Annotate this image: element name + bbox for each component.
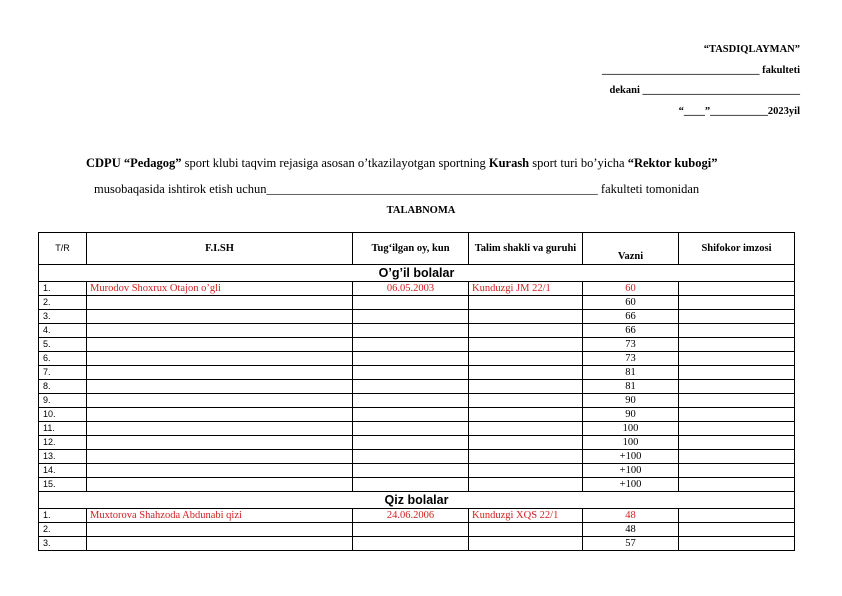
row-number-cell: 2. [39, 296, 87, 310]
group-cell [469, 450, 583, 464]
row-number-cell: 14. [39, 464, 87, 478]
section-title: O’g’il bolalar [39, 265, 795, 282]
group-cell [469, 296, 583, 310]
group-cell [469, 310, 583, 324]
doctor-signature-cell [679, 310, 795, 324]
date-line: “____”___________2023yil [678, 106, 800, 117]
name-cell [87, 523, 353, 537]
weight-cell: 66 [583, 310, 679, 324]
application-table [38, 232, 795, 551]
table-row [39, 436, 795, 450]
section-row [39, 265, 795, 282]
row-number-cell: 10. [39, 408, 87, 422]
name-cell [87, 478, 353, 492]
doctor-signature-cell [679, 338, 795, 352]
row-number-cell: 1. [39, 509, 87, 523]
document-intro-line2: musobaqasida ishtirok etish uchun_____________________________________________________ fakulteti tomonidan [94, 182, 700, 196]
weight-cell: +100 [583, 464, 679, 478]
weight-cell: 73 [583, 338, 679, 352]
doctor-signature-cell [679, 509, 795, 523]
doctor-signature-cell [679, 366, 795, 380]
doctor-signature-cell [679, 282, 795, 296]
group-cell [469, 338, 583, 352]
doctor-signature-cell [679, 380, 795, 394]
birth-date-cell [353, 310, 469, 324]
table-row [39, 523, 795, 537]
row-number-cell: 13. [39, 450, 87, 464]
name-cell [87, 450, 353, 464]
group-cell [469, 394, 583, 408]
name-cell [87, 366, 353, 380]
birth-date-cell: 06.05.2003 [353, 282, 469, 296]
weight-cell: 60 [583, 282, 679, 296]
row-number-cell: 15. [39, 478, 87, 492]
doctor-signature-cell [679, 352, 795, 366]
table-row [39, 478, 795, 492]
faculty-line: ______________________________ fakulteti [601, 65, 800, 76]
row-number-cell: 11. [39, 422, 87, 436]
table-row [39, 422, 795, 436]
row-number-cell: 4. [39, 324, 87, 338]
row-number-cell: 8. [39, 380, 87, 394]
weight-cell: 100 [583, 422, 679, 436]
name-cell [87, 408, 353, 422]
weight-cell: 66 [583, 324, 679, 338]
intro-text: sport klubi taqvim rejasiga asosan o’tkazilayotgan sportning [181, 156, 489, 170]
document-title: TALABNOMA [386, 205, 456, 216]
weight-cell: 57 [583, 537, 679, 551]
name-cell [87, 464, 353, 478]
doctor-signature-cell [679, 478, 795, 492]
row-number-cell: 12. [39, 436, 87, 450]
group-cell [469, 523, 583, 537]
name-cell [87, 537, 353, 551]
birth-date-cell [353, 478, 469, 492]
doctor-signature-cell [679, 394, 795, 408]
name-cell [87, 338, 353, 352]
table-row [39, 366, 795, 380]
name-cell [87, 352, 353, 366]
weight-cell: 73 [583, 352, 679, 366]
group-cell [469, 436, 583, 450]
birth-date-cell [353, 464, 469, 478]
table-row [39, 537, 795, 551]
document-intro-line1 [86, 156, 717, 171]
birth-date-cell [353, 366, 469, 380]
row-number-cell: 5. [39, 338, 87, 352]
birth-date-cell [353, 537, 469, 551]
weight-cell: 60 [583, 296, 679, 310]
row-number-cell: 3. [39, 310, 87, 324]
birth-date-cell [353, 422, 469, 436]
row-number-cell: 6. [39, 352, 87, 366]
doctor-signature-cell [679, 537, 795, 551]
weight-cell: 48 [583, 523, 679, 537]
birth-date-cell [353, 352, 469, 366]
birth-date-cell [353, 408, 469, 422]
birth-date-cell: 24.06.2006 [353, 509, 469, 523]
name-cell [87, 394, 353, 408]
header-group: Talim shakli va guruhi [469, 233, 583, 265]
doctor-signature-cell [679, 408, 795, 422]
name-cell [87, 310, 353, 324]
weight-cell: 48 [583, 509, 679, 523]
birth-date-cell [353, 394, 469, 408]
doctor-signature-cell [679, 523, 795, 537]
group-cell [469, 478, 583, 492]
table-row [39, 282, 795, 296]
name-cell [87, 324, 353, 338]
table-row [39, 380, 795, 394]
table-row [39, 296, 795, 310]
name-cell [87, 422, 353, 436]
birth-date-cell [353, 380, 469, 394]
table-row [39, 408, 795, 422]
header-fish: F.I.SH [87, 233, 353, 265]
group-cell [469, 422, 583, 436]
dean-line: dekani ______________________________ [609, 85, 800, 96]
group-cell [469, 352, 583, 366]
birth-date-cell [353, 338, 469, 352]
name-cell [87, 380, 353, 394]
birth-date-cell [353, 450, 469, 464]
intro-club-name: “Pedagog” [123, 156, 182, 170]
group-cell: Kunduzgi JM 22/1 [469, 282, 583, 296]
group-cell [469, 464, 583, 478]
birth-date-cell [353, 436, 469, 450]
name-cell: Murodov Shoxrux Otajon o’gli [87, 282, 353, 296]
header-doctor: Shifokor imzosi [679, 233, 795, 265]
table-row [39, 509, 795, 523]
intro-cup-name: “Rektor kubogi” [627, 156, 718, 170]
table-row [39, 324, 795, 338]
header-birth: Tug‘ilgan oy, kun [353, 233, 469, 265]
weight-cell: 81 [583, 366, 679, 380]
weight-cell: 90 [583, 408, 679, 422]
doctor-signature-cell [679, 450, 795, 464]
doctor-signature-cell [679, 422, 795, 436]
row-number-cell: 9. [39, 394, 87, 408]
weight-cell: 81 [583, 380, 679, 394]
weight-cell: 100 [583, 436, 679, 450]
table-row [39, 310, 795, 324]
table-header-row [39, 233, 795, 265]
birth-date-cell [353, 523, 469, 537]
table-row [39, 394, 795, 408]
intro-cdpu: CDPU [86, 156, 124, 170]
group-cell [469, 324, 583, 338]
group-cell: Kunduzgi XQS 22/1 [469, 509, 583, 523]
group-cell [469, 537, 583, 551]
header-weight: Vazni [583, 233, 679, 265]
name-cell [87, 436, 353, 450]
doctor-signature-cell [679, 296, 795, 310]
doctor-signature-cell [679, 324, 795, 338]
group-cell [469, 380, 583, 394]
group-cell [469, 366, 583, 380]
section-row [39, 492, 795, 509]
table-row [39, 352, 795, 366]
row-number-cell: 1. [39, 282, 87, 296]
header-tr: T/R [39, 233, 87, 265]
doctor-signature-cell [679, 464, 795, 478]
weight-cell: +100 [583, 450, 679, 464]
doctor-signature-cell [679, 436, 795, 450]
approval-heading: “TASDIQLAYMAN” [703, 44, 800, 55]
name-cell: Muxtorova Shahzoda Abdunabi qizi [87, 509, 353, 523]
weight-cell: 90 [583, 394, 679, 408]
birth-date-cell [353, 324, 469, 338]
table-row [39, 450, 795, 464]
intro-text-2: sport turi bo’yicha [529, 156, 628, 170]
weight-cell: +100 [583, 478, 679, 492]
name-cell [87, 296, 353, 310]
table-row [39, 464, 795, 478]
group-cell [469, 408, 583, 422]
row-number-cell: 3. [39, 537, 87, 551]
intro-sport-name: Kurash [488, 156, 530, 170]
row-number-cell: 2. [39, 523, 87, 537]
section-title: Qiz bolalar [39, 492, 795, 509]
table-row [39, 338, 795, 352]
birth-date-cell [353, 296, 469, 310]
row-number-cell: 7. [39, 366, 87, 380]
